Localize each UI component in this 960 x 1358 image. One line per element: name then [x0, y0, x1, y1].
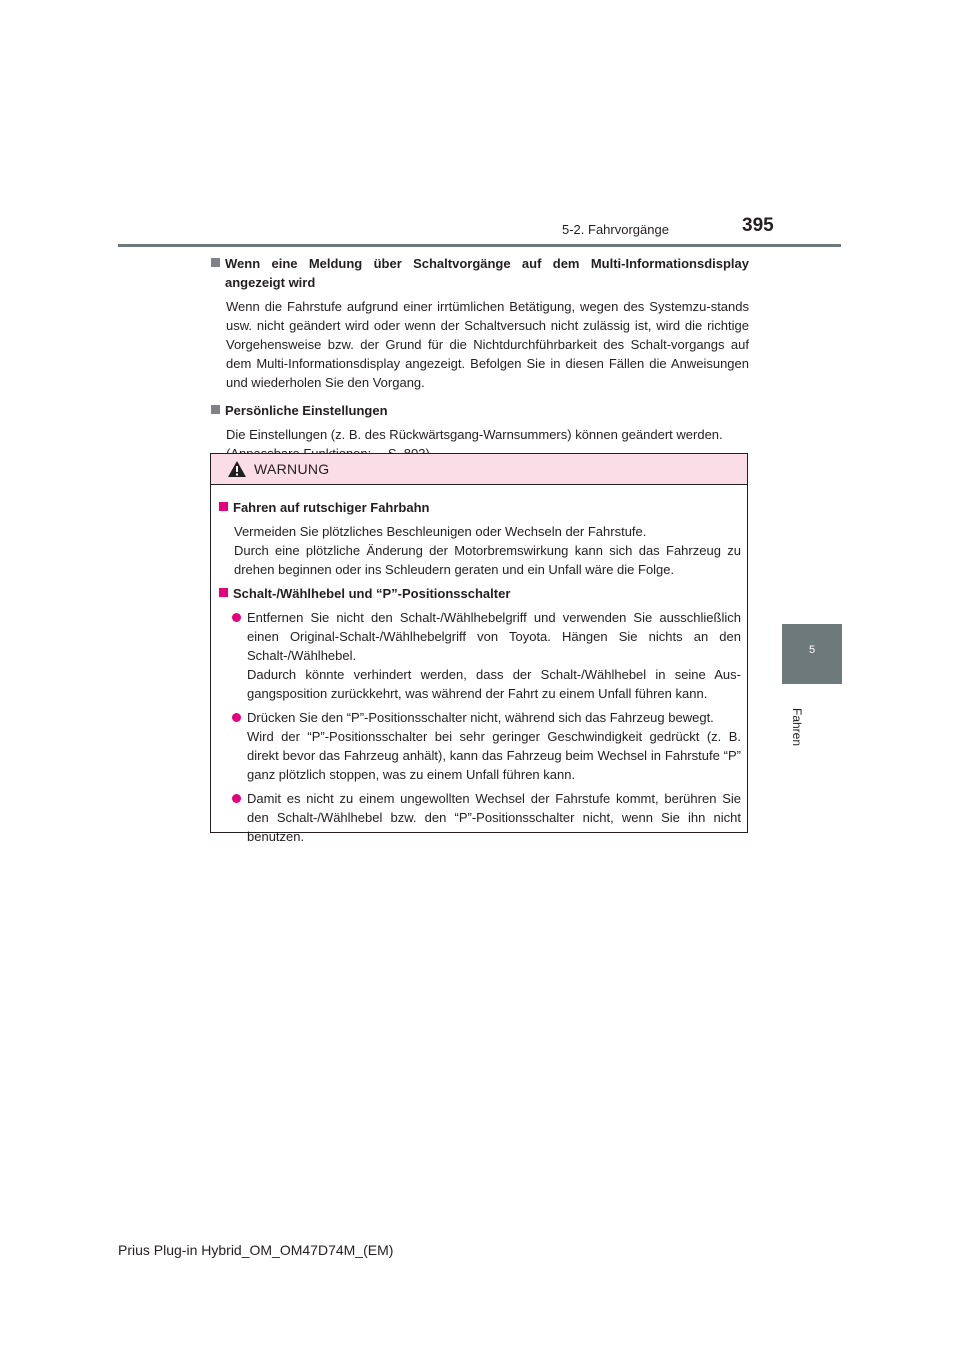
warning-header — [211, 454, 747, 485]
section-heading — [211, 254, 749, 292]
main-content — [211, 254, 749, 472]
section-heading-text: Persönliche Einstellungen — [225, 403, 388, 418]
warning-item-text: Wird der “P”-Positionsschalter bei sehr geringer Geschwindigkeit gedrückt (z. B. direkt bevor das Fahrzeug anhält), kann das Fahrzeug beim Wechsel in Fahrstufe “P” ganz plötzlich stoppen, was zu einem Unfall führen kann. — [247, 729, 741, 782]
section-body: Wenn die Fahrstufe aufgrund einer irrtümlichen Betätigung, wegen des Systemzu-stands usw. nicht geändert wird oder wenn der Schaltversuch nicht zulässig ist, wird die richtige Vorgehensweise bzw. der Grund für die Nichtdurchführbarkeit des Schalt-vorgangs auf dem Multi-Informationsdisplay angezeigt. Befolgen Sie in diesen Fällen die Anweisungen und wiederholen Sie den Vorgang. — [226, 299, 749, 390]
warning-item-text: Dadurch könnte verhindert werden, dass der Schalt-/Wählhebel in seine Aus-gangsposition zurückkehrt, was während der Fahrt zu einem Unfall führen kann. — [247, 667, 741, 701]
section-message — [211, 254, 749, 392]
section-heading — [211, 401, 749, 420]
square-bullet-icon — [211, 258, 220, 267]
warning-label: WARNUNG — [254, 461, 330, 477]
warning-text: Durch eine plötzliche Änderung der Motorbremswirkung kann sich das Fahrzeug zu drehen beginnen oder ins Schleudern geraten und ein Unfall wäre die Folge. — [234, 543, 741, 577]
warning-section-slippery-road — [219, 498, 741, 579]
round-bullet-icon — [232, 713, 241, 722]
warning-section-heading — [219, 584, 741, 603]
page-number: 395 — [742, 215, 774, 236]
section-heading-text: Wenn eine Meldung über Schaltvorgänge auf dem Multi-Informationsdisplay angezeigt wird — [225, 256, 749, 290]
warning-heading-text: Fahren auf rutschiger Fahrbahn — [233, 500, 430, 515]
warning-triangle-icon — [227, 460, 247, 478]
warning-box — [210, 453, 748, 844]
page-footer: Prius Plug-in Hybrid_OM_OM47D74M_(EM) — [118, 1242, 394, 1258]
section-title: 5-2. Fahrvorgänge — [562, 222, 669, 237]
warning-section-shift-lever — [219, 584, 741, 846]
warning-text: Vermeiden Sie plötzliches Beschleunigen oder Wechseln der Fahrstufe. — [234, 524, 647, 539]
square-bullet-icon — [219, 502, 228, 511]
warning-list-item — [232, 789, 741, 846]
chapter-label-text: Fahren — [790, 708, 804, 747]
warning-list-item — [232, 708, 741, 784]
square-bullet-icon — [219, 588, 228, 597]
warning-section-heading — [219, 498, 741, 517]
warning-item-text: Drücken Sie den “P”-Positionsschalter nicht, während sich das Fahrzeug bewegt. — [247, 710, 714, 725]
header-rule — [118, 244, 841, 247]
round-bullet-icon — [232, 794, 241, 803]
warning-item-text: Damit es nicht zu einem ungewollten Wechsel der Fahrstufe kommt, berühren Sie den Schalt-/Wählhebel bzw. den “P”-Positionsschalter nicht, wenn Sie ihn nicht benutzen. — [247, 791, 741, 844]
section-body-line: Die Einstellungen (z. B. des Rückwärtsgang-Warnsummers) können geändert werden. — [226, 427, 723, 442]
round-bullet-icon — [232, 613, 241, 622]
warning-item-text: Entfernen Sie nicht den Schalt-/Wählhebelgriff und verwenden Sie ausschließlich einen Original-Schalt-/Wählhebelgriff von Toyota. Hängen Sie nichts an den Schalt-/Wählhebel. — [247, 610, 741, 663]
warning-list-item — [232, 608, 741, 703]
chapter-tab: 5 — [782, 624, 842, 684]
warning-body — [211, 485, 747, 846]
square-bullet-icon — [211, 405, 220, 414]
chapter-label — [779, 693, 809, 747]
warning-heading-text: Schalt-/Wählhebel und “P”-Positionsschalter — [233, 586, 511, 601]
